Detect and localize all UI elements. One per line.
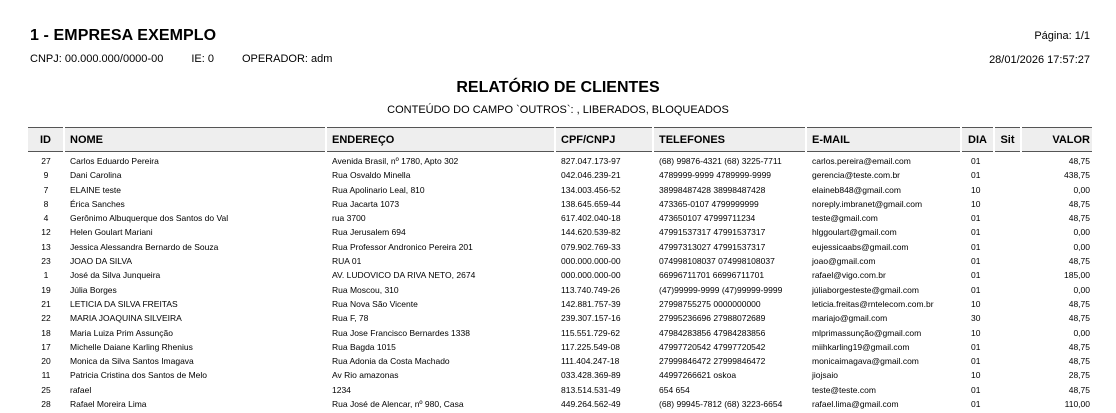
cell-nome: LETICIA DA SILVA FREITAS — [70, 298, 178, 309]
cell-email: júliaborgesteste@gmail.com — [812, 284, 919, 295]
cell-cpf: 033.428.369-89 — [561, 370, 621, 381]
cell-cpf: 144.620.539-82 — [561, 227, 621, 238]
table-row[interactable] — [28, 354, 1092, 368]
cell-nome: Michelle Daiane Karling Rhenius — [70, 341, 193, 352]
cell-email: noreply.imbranet@gmail.com — [812, 198, 923, 209]
table-row[interactable] — [28, 168, 1092, 182]
cell-email: eujessicaabs@gmail.com — [812, 241, 909, 252]
table-row[interactable] — [28, 283, 1092, 297]
cell-sit — [994, 168, 1021, 182]
cell-id: 27 — [41, 156, 51, 166]
cell-valor: 28,75 — [1068, 370, 1090, 381]
cell-id: 1 — [43, 270, 49, 281]
cell-nome: Dani Carolina — [70, 170, 122, 181]
table-row[interactable] — [28, 368, 1092, 382]
table-row[interactable] — [28, 197, 1092, 211]
cell-valor: 48,75 — [1068, 298, 1090, 309]
cnpj-label: CNPJ: 00.000.000/0000-00 — [30, 53, 164, 65]
cell-email: teste@gmail.com — [812, 213, 878, 224]
cell-telefones: (68) 99876-4321 (68) 3225-7711 — [659, 156, 782, 166]
table-row[interactable] — [28, 254, 1092, 268]
cell-sit — [994, 354, 1021, 368]
col-header-valor[interactable]: VALOR — [1021, 128, 1092, 152]
cell-id: 11 — [41, 370, 51, 381]
table-row[interactable] — [28, 240, 1092, 254]
cell-endereco: Rua Moscou, 310 — [332, 284, 399, 295]
table-body — [28, 152, 1092, 412]
company-info — [30, 53, 332, 65]
cell-email: jiojsaio — [812, 370, 838, 381]
col-header-dia[interactable]: DIA — [961, 128, 994, 152]
cell-telefones: 473365-0107 4799999999 — [659, 198, 759, 209]
cell-cpf: 138.645.659-44 — [561, 198, 621, 209]
cell-id: 19 — [41, 284, 51, 295]
cell-dia: 10 — [971, 184, 981, 195]
cell-id: 17 — [41, 341, 51, 352]
cell-telefones: 27998755275 0000000000 — [659, 298, 761, 309]
cell-telefones: 47997313027 47991537317 — [659, 241, 766, 252]
cell-cpf: 813.514.531-49 — [561, 384, 621, 395]
cell-nome: José da Silva Junqueira — [70, 270, 161, 281]
page-number: Página: 1/1 — [1034, 30, 1090, 42]
cell-dia: 01 — [971, 284, 981, 295]
table-header-row — [28, 128, 1092, 152]
cell-email: hlggoulart@gmail.com — [812, 227, 897, 238]
cell-id: 9 — [43, 170, 49, 181]
cell-id: 13 — [41, 241, 51, 252]
cell-dia: 01 — [971, 170, 981, 181]
cell-id: 7 — [43, 184, 49, 195]
cell-telefones: 27995236696 27988072689 — [659, 313, 766, 324]
cell-email: elaineb848@gmail.com — [812, 184, 901, 195]
cell-nome: Érica Sanches — [70, 198, 125, 209]
cell-telefones: 47991537317 47991537317 — [659, 227, 766, 238]
cell-telefones: 4789999-9999 4789999-9999 — [659, 170, 772, 181]
cell-id: 22 — [41, 313, 51, 324]
cell-endereco: Rua José de Alencar, nº 980, Casa — [332, 399, 464, 410]
cell-endereco: Rua Bagda 1015 — [332, 341, 396, 352]
cell-valor: 48,75 — [1068, 313, 1090, 324]
cell-telefones: 47997720542 47997720542 — [659, 341, 766, 352]
table-row[interactable] — [28, 340, 1092, 354]
cell-dia: 01 — [971, 270, 981, 281]
cell-telefones: 473650107 47999711234 — [659, 213, 756, 224]
table-row[interactable] — [28, 297, 1092, 311]
cell-valor: 110,00 — [1064, 399, 1090, 410]
cell-valor: 48,75 — [1068, 384, 1090, 395]
cell-email: mariajo@gmail.com — [812, 313, 888, 324]
cell-sit — [994, 311, 1021, 325]
cell-id: 20 — [41, 356, 51, 367]
cell-nome: MARIA JOAQUINA SILVEIRA — [70, 313, 182, 324]
cell-endereco: RUA 01 — [332, 256, 362, 267]
cell-nome: Helen Goulart Mariani — [70, 227, 153, 238]
ie-label: IE: 0 — [191, 53, 214, 65]
cell-cpf: 239.307.157-16 — [561, 313, 621, 324]
table-row[interactable] — [28, 397, 1092, 411]
cell-email: rafael.lima@gmail.com — [812, 399, 899, 410]
cell-id: 12 — [41, 227, 51, 238]
cell-sit — [994, 254, 1021, 268]
col-header-email[interactable]: E-MAIL — [806, 128, 961, 152]
cell-email: carlos.pereira@email.com — [812, 156, 911, 166]
company-name: 1 - EMPRESA EXEMPLO — [30, 27, 217, 44]
cell-sit — [994, 240, 1021, 254]
report-subtitle: CONTEÚDO DO CAMPO `OUTROS`: , LIBERADOS, BLOQUEADOS — [387, 104, 729, 116]
cell-nome: Jessica Alessandra Bernardo de Souza — [70, 241, 219, 252]
cell-dia: 01 — [971, 341, 981, 352]
cell-telefones: 38998487428 38998487428 — [659, 184, 766, 195]
cell-valor: 0,00 — [1073, 227, 1090, 238]
cell-dia: 30 — [971, 313, 981, 324]
cell-endereco: AV. LUDOVICO DA RIVA NETO, 2674 — [332, 270, 476, 281]
cell-nome: Carlos Eduardo Pereira — [70, 156, 159, 166]
cell-sit — [994, 326, 1021, 340]
report-datetime: 28/01/2026 17:57:27 — [989, 54, 1090, 66]
cell-sit — [994, 368, 1021, 382]
cell-cpf: 079.902.769-33 — [561, 241, 621, 252]
cell-dia: 10 — [971, 298, 981, 309]
cell-telefones: 66996711701 66996711701 — [659, 270, 765, 281]
cell-endereco: 1234 — [332, 384, 351, 395]
cell-cpf: 827.047.173-97 — [561, 156, 621, 166]
operator-label: OPERADOR: adm — [241, 53, 333, 65]
col-header-telefones[interactable]: TELEFONES — [653, 128, 806, 152]
col-header-id[interactable]: ID — [28, 128, 64, 152]
col-header-sit[interactable]: Sit — [994, 128, 1021, 152]
cell-email: monicaimagava@gmail.com — [812, 356, 919, 367]
cell-cpf: 117.225.549-08 — [561, 341, 620, 352]
cell-id: 25 — [41, 384, 51, 395]
cell-sit — [994, 268, 1021, 282]
table-row[interactable] — [28, 383, 1092, 397]
cell-cpf: 617.402.040-18 — [561, 213, 621, 224]
table-row[interactable] — [28, 225, 1092, 239]
cell-valor: 48,75 — [1068, 356, 1090, 367]
cell-nome: JOAO DA SILVA — [70, 256, 133, 267]
cell-telefones: 074998108037 074998108037 — [659, 256, 775, 267]
cell-email: joao@gmail.com — [812, 256, 876, 267]
cell-valor: 48,75 — [1068, 213, 1090, 224]
report-title: RELATÓRIO DE CLIENTES — [456, 79, 660, 96]
cell-nome: ELAINE teste — [70, 184, 122, 195]
cell-email: leticia.freitas@rntelecom.com.br — [812, 298, 934, 309]
table-row[interactable] — [28, 211, 1092, 225]
cell-dia: 01 — [971, 156, 981, 166]
cell-sit — [994, 225, 1021, 239]
cell-endereco: Rua Apolinario Leal, 810 — [332, 184, 425, 195]
cell-endereco: Rua Osvaldo Minella — [332, 170, 411, 181]
cell-cpf: 042.046.239-21 — [561, 170, 621, 181]
cell-nome: Rafael Moreira Lima — [70, 399, 147, 410]
cell-endereco: Avenida Brasil, nº 1780, Apto 302 — [332, 156, 459, 166]
cell-dia: 01 — [971, 227, 981, 238]
clients-table — [28, 127, 1092, 411]
cell-valor: 48,75 — [1068, 198, 1090, 209]
cell-cpf: 113.740.749-26 — [561, 284, 620, 295]
cell-telefones: 44997266621 oskoa — [659, 370, 737, 381]
cell-cpf: 111.404.247-18 — [561, 356, 620, 367]
cell-sit — [994, 297, 1021, 311]
cell-cpf: 134.003.456-52 — [561, 184, 621, 195]
cell-nome: Gerônimo Albuquerque dos Santos do Val — [70, 213, 229, 224]
col-header-endereco[interactable]: ENDEREÇO — [326, 128, 555, 152]
cell-endereco: Rua Adonia da Costa Machado — [332, 356, 450, 367]
cell-valor: 0,00 — [1073, 284, 1090, 295]
cell-id: 28 — [41, 399, 51, 410]
cell-nome: rafael — [70, 384, 92, 395]
cell-email: teste@teste.com — [812, 384, 876, 395]
cell-telefones: (47)99999-9999 (47)99999-9999 — [659, 284, 783, 295]
cell-nome: Patricia Cristina dos Santos de Melo — [70, 370, 208, 381]
cell-valor: 0,00 — [1073, 327, 1090, 338]
cell-email: mlprimassunção@gmail.com — [812, 327, 922, 338]
cell-endereco: Rua F, 78 — [332, 313, 369, 324]
cell-cpf: 142.881.757-39 — [561, 298, 621, 309]
cell-endereco: Rua Jose Francisco Bernardes 1338 — [332, 327, 470, 338]
table-row[interactable] — [28, 311, 1092, 325]
cell-sit — [994, 383, 1021, 397]
cell-cpf: 449.264.562-49 — [561, 399, 621, 410]
cell-sit — [994, 211, 1021, 225]
cell-endereco: rua 3700 — [332, 213, 366, 224]
cell-email: miihkarling19@gmail.com — [812, 341, 910, 352]
cell-nome: Maria Luiza Prim Assunção — [70, 327, 173, 338]
table-row[interactable] — [28, 152, 1092, 169]
cell-sit — [994, 340, 1021, 354]
cell-dia: 10 — [971, 370, 981, 381]
table-row[interactable] — [28, 183, 1092, 197]
cell-valor: 0,00 — [1073, 241, 1090, 252]
col-header-nome[interactable]: NOME — [64, 128, 326, 152]
cell-id: 23 — [41, 256, 51, 267]
cell-valor: 0,00 — [1073, 184, 1090, 195]
cell-dia: 10 — [971, 327, 981, 338]
cell-endereco: Rua Professor Andronico Pereira 201 — [332, 241, 473, 252]
cell-dia: 01 — [971, 384, 981, 395]
cell-dia: 01 — [971, 213, 981, 224]
cell-telefones: 654 654 — [659, 384, 690, 395]
cell-cpf: 000.000.000-00 — [561, 256, 621, 267]
cell-valor: 185,00 — [1064, 270, 1090, 281]
cell-id: 8 — [43, 198, 49, 209]
cell-sit — [994, 397, 1021, 411]
cell-valor: 48,75 — [1068, 341, 1090, 352]
table-row[interactable] — [28, 326, 1092, 340]
cell-cpf: 115.551.729-62 — [561, 327, 620, 338]
cell-dia: 10 — [971, 198, 981, 209]
table-row[interactable] — [28, 268, 1092, 282]
cell-email: rafael@vigo.com.br — [812, 270, 886, 281]
cell-cpf: 000.000.000-00 — [561, 270, 621, 281]
cell-telefones: 27999846472 27999846472 — [659, 356, 766, 367]
cell-telefones: 47984283856 47984283856 — [659, 327, 766, 338]
cell-id: 21 — [41, 298, 51, 309]
cell-endereco: Rua Nova São Vicente — [332, 298, 418, 309]
col-header-cpf[interactable]: CPF/CNPJ — [555, 128, 653, 152]
cell-endereco: Av Rio amazonas — [332, 370, 399, 381]
cell-dia: 01 — [971, 399, 981, 410]
cell-nome: Monica da Silva Santos Imagava — [70, 356, 194, 367]
cell-sit — [994, 197, 1021, 211]
cell-dia: 01 — [971, 356, 981, 367]
cell-valor: 48,75 — [1068, 256, 1090, 267]
cell-sit — [994, 283, 1021, 297]
cell-id: 4 — [43, 213, 49, 224]
cell-endereco: Rua Jacarta 1073 — [332, 198, 400, 209]
cell-valor: 438,75 — [1064, 170, 1090, 181]
cell-telefones: (68) 99945-7812 (68) 3223-6654 — [659, 399, 783, 410]
cell-id: 18 — [41, 327, 51, 338]
cell-sit — [994, 183, 1021, 197]
cell-sit — [994, 152, 1021, 169]
cell-nome: Júlia Borges — [70, 284, 117, 295]
cell-dia: 01 — [971, 241, 981, 252]
cell-valor: 48,75 — [1068, 156, 1090, 166]
cell-endereco: Rua Jerusalem 694 — [332, 227, 406, 238]
cell-email: gerencia@teste.com.br — [812, 170, 901, 181]
cell-dia: 01 — [971, 256, 981, 267]
